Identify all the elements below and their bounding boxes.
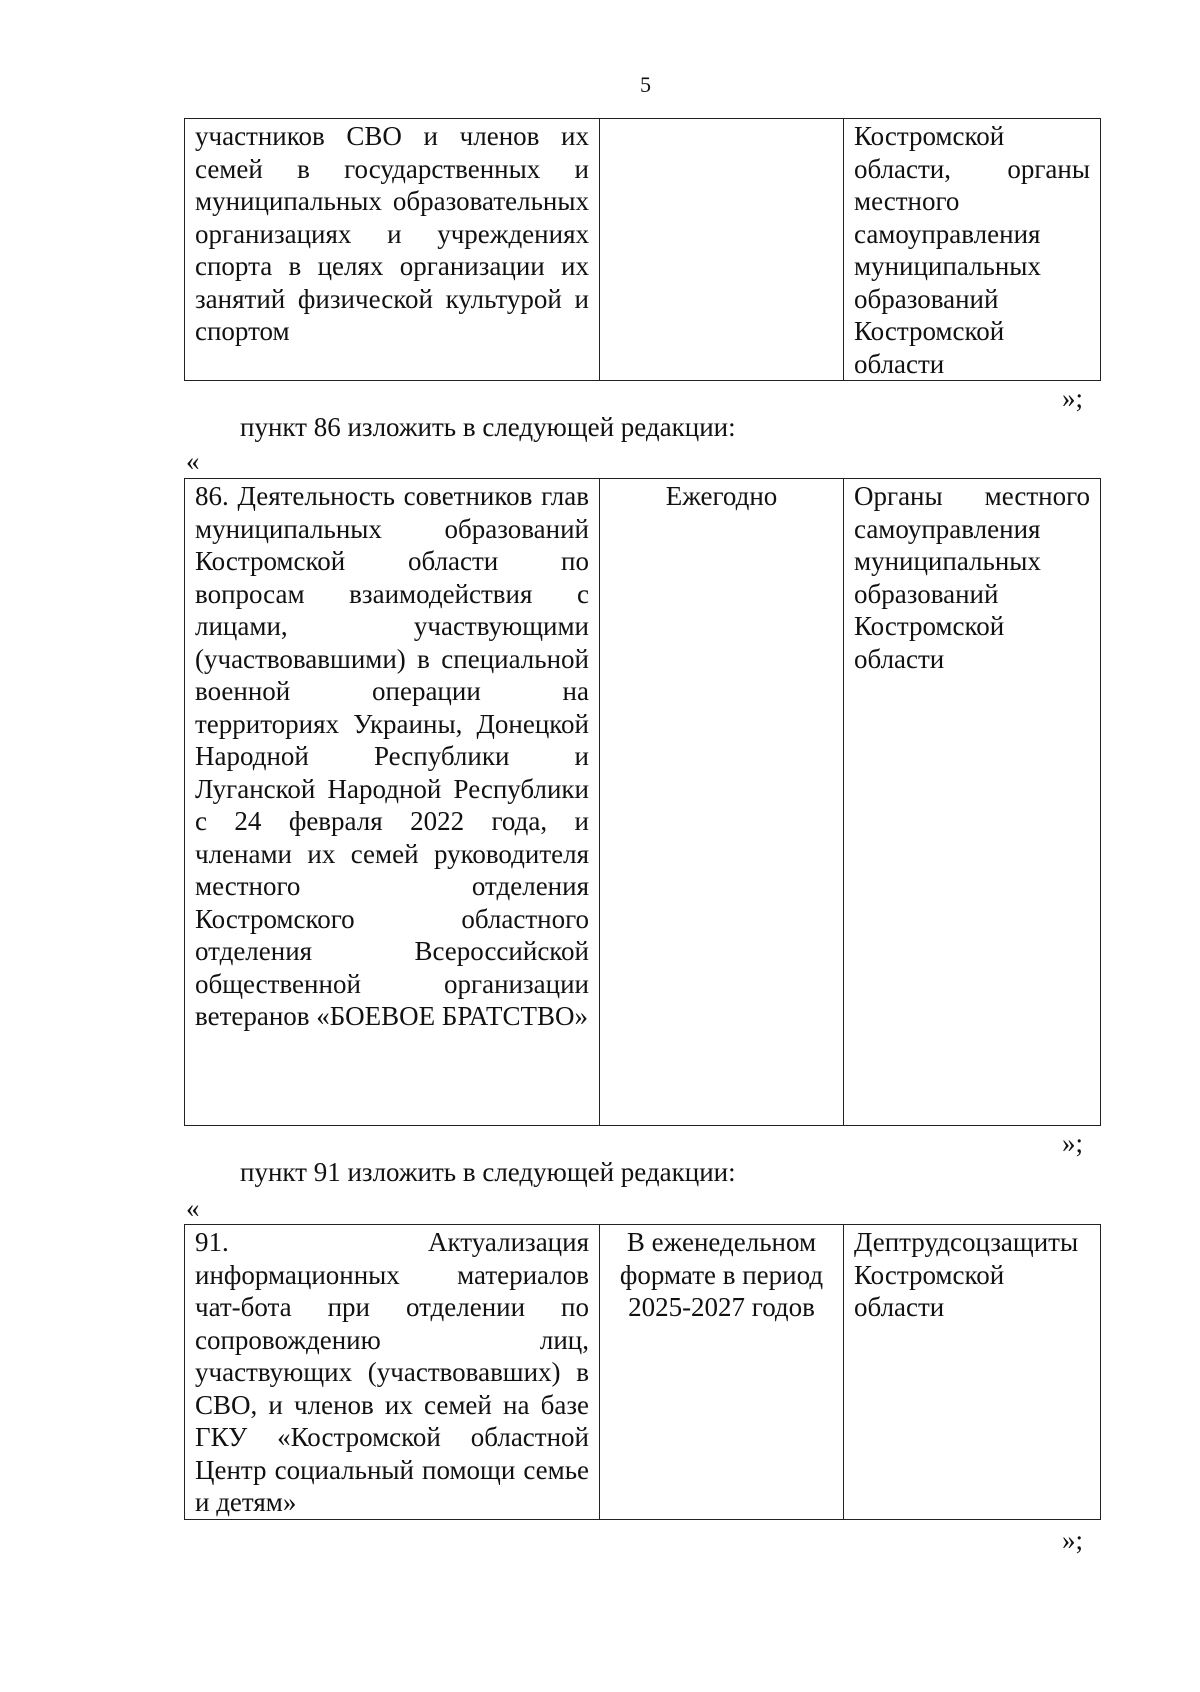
responsible-cell: Дептрудсоцзащиты Костромской области — [844, 1225, 1101, 1520]
paragraph-item-91: пункт 91 изложить в следующей редакции: — [240, 1157, 736, 1187]
opening-quote: « — [186, 446, 200, 476]
responsible-cell: Органы местного самоуправления муниципальных образований Костромской области — [844, 479, 1101, 1126]
paragraph-item-86: пункт 86 изложить в следующей редакции: — [240, 412, 736, 442]
table-item-continuation — [184, 118, 1101, 381]
page-number: 5 — [640, 72, 651, 97]
deadline-cell: В еженедельном формате в период 2025-2027 годов — [600, 1225, 844, 1520]
opening-quote: « — [186, 1193, 200, 1223]
table-item-86 — [184, 478, 1101, 1126]
table-item-91 — [184, 1224, 1101, 1520]
measure-cell: 91. Актуализация информационных материалов чат-бота при отделении по сопровождению лиц, участвующих (участвовавших) в СВО, и членов их семей на базе ГКУ «Костромской областной Центр социальный помощи семье и детям» — [185, 1225, 600, 1520]
deadline-cell: Ежегодно — [600, 479, 844, 1126]
measure-cell: 86. Деятельность советников глав муниципальных образований Костромской области по вопросам взаимодействия с лицами, участвующими (участвовавшими) в специальной военной операции на территориях Украины, Донецкой Народной Республики и Луганской Народной Республики с 24 февраля 2022 года, и членами их семей руководителя местного отделения Костромского областного отделения Всероссийской общественной организации ветеранов «БОЕВОЕ БРАТСТВО» — [185, 479, 600, 1126]
table-row — [185, 119, 1101, 381]
deadline-cell — [600, 119, 844, 381]
closing-quote: »; — [1062, 1128, 1084, 1158]
table-row — [185, 479, 1101, 1126]
responsible-cell: Костромской области, органы местного самоуправления муниципальных образований Костромской области — [844, 119, 1101, 381]
closing-quote: »; — [1062, 383, 1084, 413]
measure-cell: участников СВО и членов их семей в государственных и муниципальных образовательных организациях и учреждениях спорта в целях организации их занятий физической культурой и спортом — [185, 119, 600, 381]
closing-quote: »; — [1062, 1525, 1084, 1555]
table-row — [185, 1225, 1101, 1520]
